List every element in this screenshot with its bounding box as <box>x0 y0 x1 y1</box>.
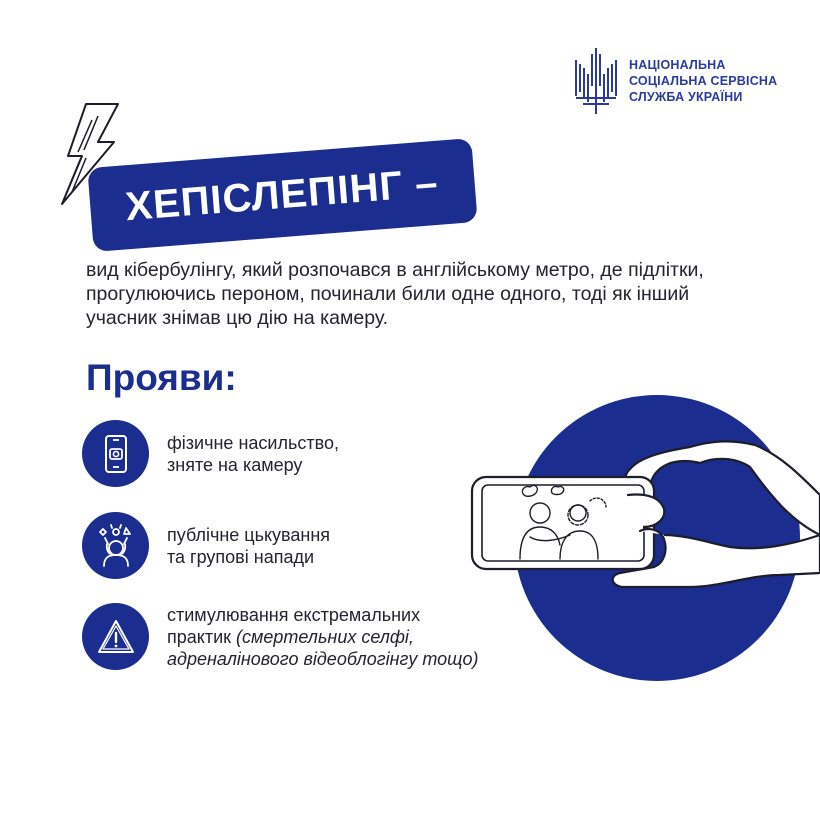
phone-camera-icon <box>82 420 149 487</box>
stressed-person-icon <box>82 512 149 579</box>
list-item <box>82 420 339 487</box>
item-label-italic: адреналінового відеоблогінгу тощо) <box>167 648 479 669</box>
item-label-line: фізичне насильство, <box>167 432 339 453</box>
item-label-line <box>167 626 479 648</box>
item-label-line: та групові напади <box>167 546 315 567</box>
trident-logo-icon <box>573 46 621 116</box>
item-label-line <box>167 648 479 670</box>
logo-line: СОЦІАЛЬНА СЕРВІСНА <box>629 74 778 88</box>
item-label-line: стимулювання екстремальних <box>167 604 421 625</box>
nsss-logo <box>573 46 777 116</box>
page-title: ХЕПІСЛЕПІНГ – <box>123 160 441 230</box>
section-title: Прояви: <box>86 357 237 398</box>
warning-triangle-icon <box>82 603 149 670</box>
item-label <box>167 524 330 568</box>
item-label <box>167 432 339 476</box>
item-label-line: зняте на камеру <box>167 454 303 475</box>
list-item <box>82 603 479 670</box>
item-label-line: публічне цькування <box>167 524 331 545</box>
item-label-normal: практик <box>167 626 237 647</box>
logo-line: СЛУЖБА УКРАЇНИ <box>629 90 743 104</box>
item-label <box>167 604 479 670</box>
item-label-italic: (смертельних селфі, <box>236 626 414 647</box>
list-item <box>82 512 330 579</box>
logo-line: НАЦІОНАЛЬНА <box>629 58 726 72</box>
hand-holding-phone-illustration <box>460 435 820 625</box>
logo-text <box>629 57 777 105</box>
definition-text: вид кібербулінгу, який розпочався в англійському метро, де підлітки, прогулюючись пероном, починали били одне одного, тоді як інший учасник знімав цю дію на камеру. <box>86 259 704 329</box>
